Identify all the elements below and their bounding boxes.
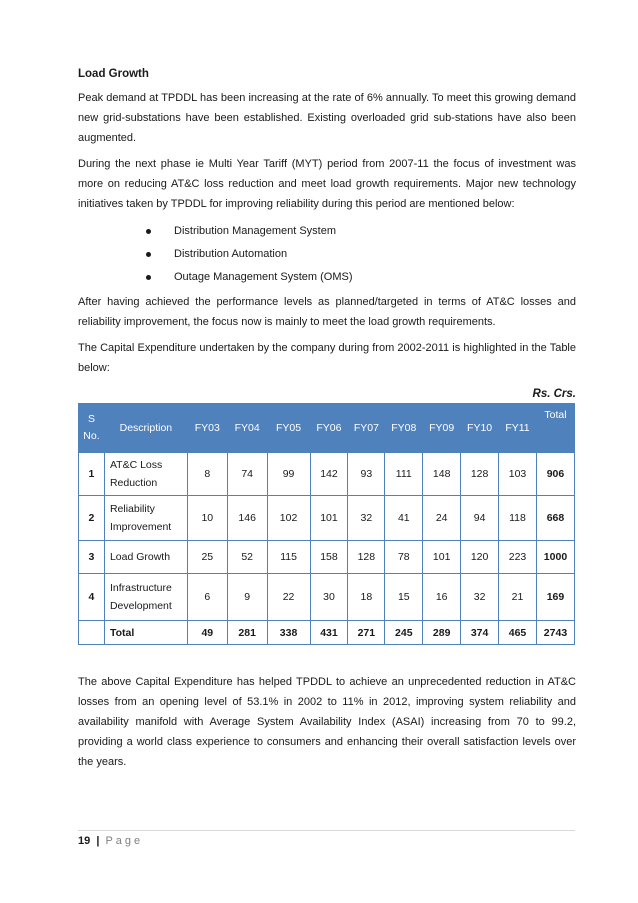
list-item: Distribution Management System [146, 221, 353, 244]
header-total: Total [536, 403, 574, 453]
cell-value: 93 [348, 453, 385, 496]
header-fy: FY03 [187, 403, 227, 453]
header-fy: FY11 [499, 403, 537, 453]
paragraph-capex-intro: The Capital Expenditure undertaken by the company during from 2002-2011 is highlighted in the Table below: [78, 342, 576, 374]
paragraph-load-growth-focus: After having achieved the performance levels as planned/targeted in terms of AT&C losses and reliability improvement, the focus now is mainly to meet the load growth requirements. [78, 296, 576, 328]
cell-value: 102 [267, 496, 310, 541]
cell-value: 74 [227, 453, 267, 496]
row-description: AT&C Loss Reduction [104, 453, 187, 496]
header-fy: FY04 [227, 403, 267, 453]
cell-value: 30 [310, 574, 348, 621]
cell-value: 245 [385, 621, 423, 645]
cell-value: 9 [227, 574, 267, 621]
grand-total: 2743 [536, 621, 574, 645]
cell-value: 8 [187, 453, 227, 496]
cell-value: 281 [227, 621, 267, 645]
bullet-icon [146, 252, 151, 257]
bullet-icon [146, 229, 151, 234]
cell-value: 41 [385, 496, 423, 541]
bullet-icon [146, 275, 151, 280]
capex-table [78, 403, 575, 645]
cell-value: 21 [499, 574, 537, 621]
row-total: 1000 [536, 541, 574, 574]
cell-value: 103 [499, 453, 537, 496]
cell-value: 25 [187, 541, 227, 574]
paragraph-capex-outcome: The above Capital Expenditure has helped TPDDL to achieve an unprecedented reduction in AT&C losses from an opening level of 53.1% in 2002 to 11% in 2012, improving system reliability and availability manifold with Average System Availability Index (ASAI) increasing from 70 to 99.2, providing a world class experience to consumers and enhancing their overall satisfaction levels over the years. [78, 676, 576, 768]
cell-value: 78 [385, 541, 423, 574]
cell-value: 101 [423, 541, 461, 574]
cell-value: 223 [499, 541, 537, 574]
list-item: Outage Management System (OMS) [146, 267, 353, 290]
paragraph-peak-demand: Peak demand at TPDDL has been increasing at the rate of 6% annually. To meet this growing demand new grid-substations have been established. Existing overloaded grid sub-stations have also been augmented. [78, 92, 576, 144]
table-header-row [79, 403, 575, 453]
cell-value: 465 [499, 621, 537, 645]
cell-value: 22 [267, 574, 310, 621]
cell-value: 52 [227, 541, 267, 574]
cell-value: 24 [423, 496, 461, 541]
row-total: 169 [536, 574, 574, 621]
cell-value: 374 [461, 621, 499, 645]
cell-value: 115 [267, 541, 310, 574]
table-total-row [79, 621, 575, 645]
cell-value: 6 [187, 574, 227, 621]
row-total: 668 [536, 496, 574, 541]
row-description: Infrastructure Development [104, 574, 187, 621]
table-row [79, 574, 575, 621]
cell-value: 118 [499, 496, 537, 541]
cell-value: 431 [310, 621, 348, 645]
header-fy: FY07 [348, 403, 385, 453]
header-fy: FY08 [385, 403, 423, 453]
cell-value: 10 [187, 496, 227, 541]
total-label: Total [104, 621, 187, 645]
cell-value: 158 [310, 541, 348, 574]
row-number: 1 [79, 453, 105, 496]
cell-value: 120 [461, 541, 499, 574]
page-label: Page [105, 835, 144, 847]
header-fy: FY09 [423, 403, 461, 453]
initiatives-list [146, 221, 353, 290]
cell-value: 32 [348, 496, 385, 541]
row-total: 906 [536, 453, 574, 496]
cell-value: 101 [310, 496, 348, 541]
row-number: 2 [79, 496, 105, 541]
row-description: Load Growth [104, 541, 187, 574]
cell-value: 271 [348, 621, 385, 645]
cell-value: 18 [348, 574, 385, 621]
section-heading: Load Growth [78, 68, 149, 80]
header-sno: S No. [79, 403, 105, 453]
table-row [79, 453, 575, 496]
empty-cell [79, 621, 105, 645]
page-number: 19 [78, 835, 91, 847]
header-description: Description [104, 403, 187, 453]
cell-value: 16 [423, 574, 461, 621]
row-number: 4 [79, 574, 105, 621]
table-row [79, 496, 575, 541]
paragraph-myt-phase: During the next phase ie Multi Year Tariff (MYT) period from 2007-11 the focus of investment was more on reducing AT&C loss reduction and meet load growth requirements. Major new technology initiatives taken by TPDDL for improving reliability during this period are mentioned below: [78, 158, 576, 210]
unit-label: Rs. Crs. [532, 388, 576, 400]
cell-value: 94 [461, 496, 499, 541]
row-description: Reliability Improvement [104, 496, 187, 541]
page-footer [78, 835, 143, 847]
cell-value: 49 [187, 621, 227, 645]
cell-value: 142 [310, 453, 348, 496]
cell-value: 128 [348, 541, 385, 574]
cell-value: 128 [461, 453, 499, 496]
cell-value: 146 [227, 496, 267, 541]
header-fy: FY05 [267, 403, 310, 453]
header-fy: FY10 [461, 403, 499, 453]
row-number: 3 [79, 541, 105, 574]
cell-value: 15 [385, 574, 423, 621]
cell-value: 99 [267, 453, 310, 496]
footer-separator: | [96, 835, 100, 847]
cell-value: 148 [423, 453, 461, 496]
cell-value: 32 [461, 574, 499, 621]
table-row [79, 541, 575, 574]
footer-divider [78, 830, 575, 831]
cell-value: 111 [385, 453, 423, 496]
list-item: Distribution Automation [146, 244, 353, 267]
cell-value: 338 [267, 621, 310, 645]
header-fy: FY06 [310, 403, 348, 453]
cell-value: 289 [423, 621, 461, 645]
